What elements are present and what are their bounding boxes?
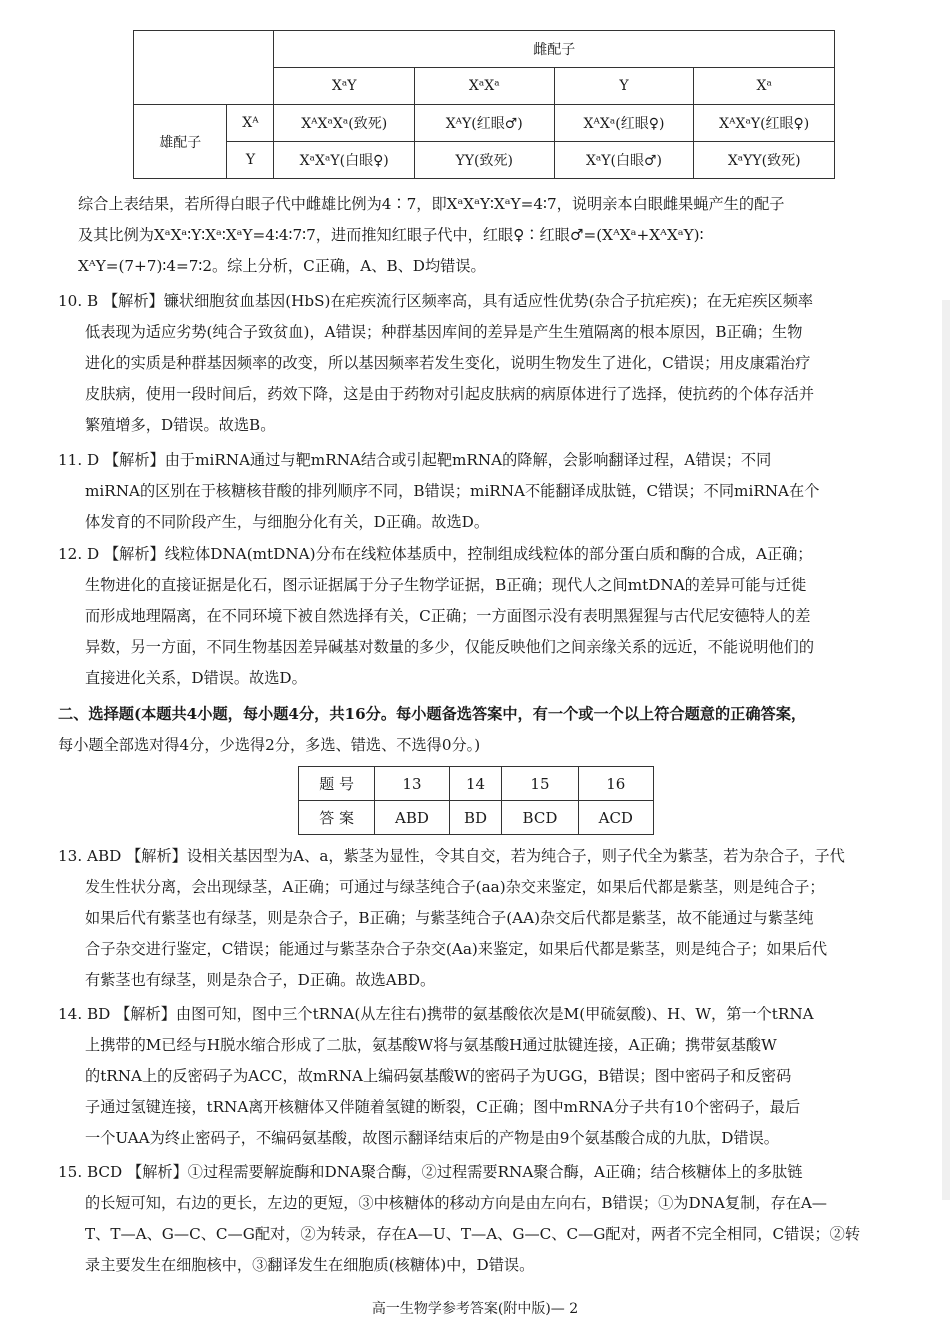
text-line: 合子杂交进行鉴定，C错误；能通过与紫茎杂合子杂交(Aa)来鉴定，如果后代都是紫茎，则是纯合子；如果后代 <box>85 940 828 958</box>
female-gamete-3: Y <box>554 68 694 105</box>
table-cell: XᴬY(红眼♂) <box>414 105 554 142</box>
section-two-header <box>58 699 893 761</box>
table-cell: XᴬXᵃ(红眼♀) <box>554 105 694 142</box>
answer-value: ABD <box>375 801 449 835</box>
answer-value: BD <box>449 801 502 835</box>
text-line: 发生性状分离，会出现绿茎，A正确；可通过与绿茎纯合子(aa)杂交来鉴定，如果后代都是紫茎，则是纯合子； <box>85 878 825 896</box>
text-line: 生物进化的直接证据是化石，图示证据属于分子生物学证据，B正确；现代人之间mtDNA的差异可能与迁徙 <box>85 576 807 594</box>
text-line: XᴬY=(7+7)∶4=7∶2。综上分析，C正确，A、B、D均错误。 <box>78 257 486 275</box>
section-title: 二、选择题(本题共4小题，每小题4分，共16分。每小题备选答案中，有一个或一个以上符合题意的正确答案， <box>58 705 807 723</box>
text-line: 综合上表结果，若所得白眼子代中雌雄比例为4∶7，即XᵃXᵃY∶XᵃY=4∶7，说明亲本白眼雌果蝇产生的配子 <box>78 195 785 213</box>
male-gamete-header: 雄配子 <box>134 105 227 179</box>
text-line: 12. D 【解析】线粒体DNA(mtDNA)分布在线粒体基质中，控制组成线粒体的部分蛋白质和酶的合成，A正确； <box>58 545 813 563</box>
answer-11 <box>58 445 893 538</box>
answer-value: BCD <box>502 801 578 835</box>
text-line: 的长短可知，右边的更长，左边的更短，③中核糖体的移动方向是由左向右，B错误；①为DNA复制，存在A— <box>85 1194 827 1212</box>
question-number: 15 <box>502 767 578 801</box>
text-line: 体发育的不同阶段产生，与细胞分化有关，D正确。故选D。 <box>85 513 490 531</box>
male-gamete-2: Y <box>227 142 274 179</box>
page-edge-shadow <box>942 300 950 1200</box>
female-gamete-header: 雌配子 <box>274 31 835 68</box>
female-gamete-1: XᵃY <box>274 68 414 105</box>
table-corner <box>134 31 274 105</box>
text-line: 11. D 【解析】由于miRNA通过与靶mRNA结合或引起靶mRNA的降解，会影响翻译过程，A错误；不同 <box>58 451 772 469</box>
text-line: 15. BCD 【解析】①过程需要解旋酶和DNA聚合酶，②过程需要RNA聚合酶，A正确；结合核糖体上的多肽链 <box>58 1163 803 1181</box>
text-line: 10. B 【解析】镰状细胞贫血基因(HbS)在疟疾流行区频率高，具有适应性优势(杂合子抗疟疾)；在无疟疾区频率 <box>58 292 814 310</box>
table-cell: XᵃYY(致死) <box>694 142 835 179</box>
question-number: 14 <box>449 767 502 801</box>
text-line: 录主要发生在细胞核中，③翻译发生在细胞质(核糖体)中，D错误。 <box>85 1256 535 1274</box>
answer-15 <box>58 1157 893 1281</box>
question-number: 16 <box>578 767 653 801</box>
genotype-table <box>133 30 835 179</box>
answer-table-label: 题 号 <box>299 767 375 801</box>
text-line: 而形成地理隔离，在不同环境下被自然选择有关，C正确；一方面图示没有表明黑猩猩与古代尼安德特人的差 <box>85 607 811 625</box>
table-cell: XᵃXᵃY(白眼♀) <box>274 142 414 179</box>
text-line: 皮肤病，使用一段时间后，药效下降，这是由于药物对引起皮肤病的病原体进行了选择，使抗药的个体存活并 <box>85 385 814 403</box>
table-cell: XᵃY(白眼♂) <box>554 142 694 179</box>
table-cell: YY(致死) <box>414 142 554 179</box>
text-line: 繁殖增多，D错误。故选B。 <box>85 416 276 434</box>
male-gamete-1: Xᴬ <box>227 105 274 142</box>
answer-key-table <box>298 766 654 835</box>
text-line: 及其比例为XᵃXᵃ∶Y∶Xᵃ∶XᵃY=4∶4∶7∶7，进而推知红眼子代中，红眼♀∶红眼♂=(XᴬXᵃ+XᴬXᵃY)∶ <box>78 226 704 244</box>
text-line: 直接进化关系，D错误。故选D。 <box>85 669 307 687</box>
text-line: T、T—A、G—C、C—G配对，②为转录，存在A—U、T—A、G—C、C—G配对，两者不完全相同，C错误；②转 <box>85 1225 861 1243</box>
text-line: 一个UAA为终止密码子，不编码氨基酸，故图示翻译结束后的产物是由9个氨基酸合成的九肽，D错误。 <box>85 1129 779 1147</box>
text-line: miRNA的区别在于核糖核苷酸的排列顺序不同，B错误；miRNA不能翻译成肽链，C错误；不同miRNA在个 <box>85 482 820 500</box>
answer-13 <box>58 841 893 996</box>
female-gamete-2: XᵃXᵃ <box>414 68 554 105</box>
text-line: 如果后代有紫茎也有绿茎，则是杂合子，B正确；与紫茎纯合子(AA)杂交后代都是紫茎，故不能通过与紫茎纯 <box>85 909 814 927</box>
intro-paragraph <box>78 189 893 282</box>
table-cell: XᴬXᵃXᵃ(致死) <box>274 105 414 142</box>
answer-14 <box>58 999 893 1154</box>
text-line: 每小题全部选对得4分，少选得2分，多选、错选、不选得0分。) <box>58 736 481 754</box>
answer-table-label: 答 案 <box>299 801 375 835</box>
text-line: 上携带的M已经与H脱水缩合形成了二肽，氨基酸W将与氨基酸H通过肽键连接，A正确；携带氨基酸W <box>85 1036 777 1054</box>
answer-12 <box>58 539 893 694</box>
answer-value: ACD <box>578 801 653 835</box>
female-gamete-4: Xᵃ <box>694 68 835 105</box>
text-line: 进化的实质是种群基因频率的改变，所以基因频率若发生变化，说明生物发生了进化，C错误；用皮康霜治疗 <box>85 354 811 372</box>
answer-10 <box>58 286 893 441</box>
text-line: 异数，另一方面，不同生物基因差异碱基对数量的多少，仅能反映他们之间亲缘关系的远近，不能说明他们的 <box>85 638 814 656</box>
table-cell: XᴬXᵃY(红眼♀) <box>694 105 835 142</box>
text-line: 子通过氢键连接，tRNA离开核糖体又伴随着氢键的断裂，C正确；图中mRNA分子共有10个密码子，最后 <box>85 1098 801 1116</box>
text-line: 13. ABD 【解析】设相关基因型为A、a，紫茎为显性，令其自交，若为纯合子，则子代全为紫茎，若为杂合子，子代 <box>58 847 845 865</box>
question-number: 13 <box>375 767 449 801</box>
text-line: 的tRNA上的反密码子为ACC，故mRNA上编码氨基酸W的密码子为UGG，B错误；图中密码子和反密码 <box>85 1067 792 1085</box>
text-line: 14. BD 【解析】由图可知，图中三个tRNA(从左往右)携带的氨基酸依次是M(甲硫氨酸)、H、W，第一个tRNA <box>58 1005 814 1023</box>
page-footer: 高一生物学参考答案(附中版)— 2 <box>371 1301 579 1317</box>
text-line: 低表现为适应劣势(纯合子致贫血)，A错误；种群基因库间的差异是产生生殖隔离的根本原因，B正确；生物 <box>85 323 803 341</box>
text-line: 有紫茎也有绿茎，则是杂合子，D正确。故选ABD。 <box>85 971 436 989</box>
